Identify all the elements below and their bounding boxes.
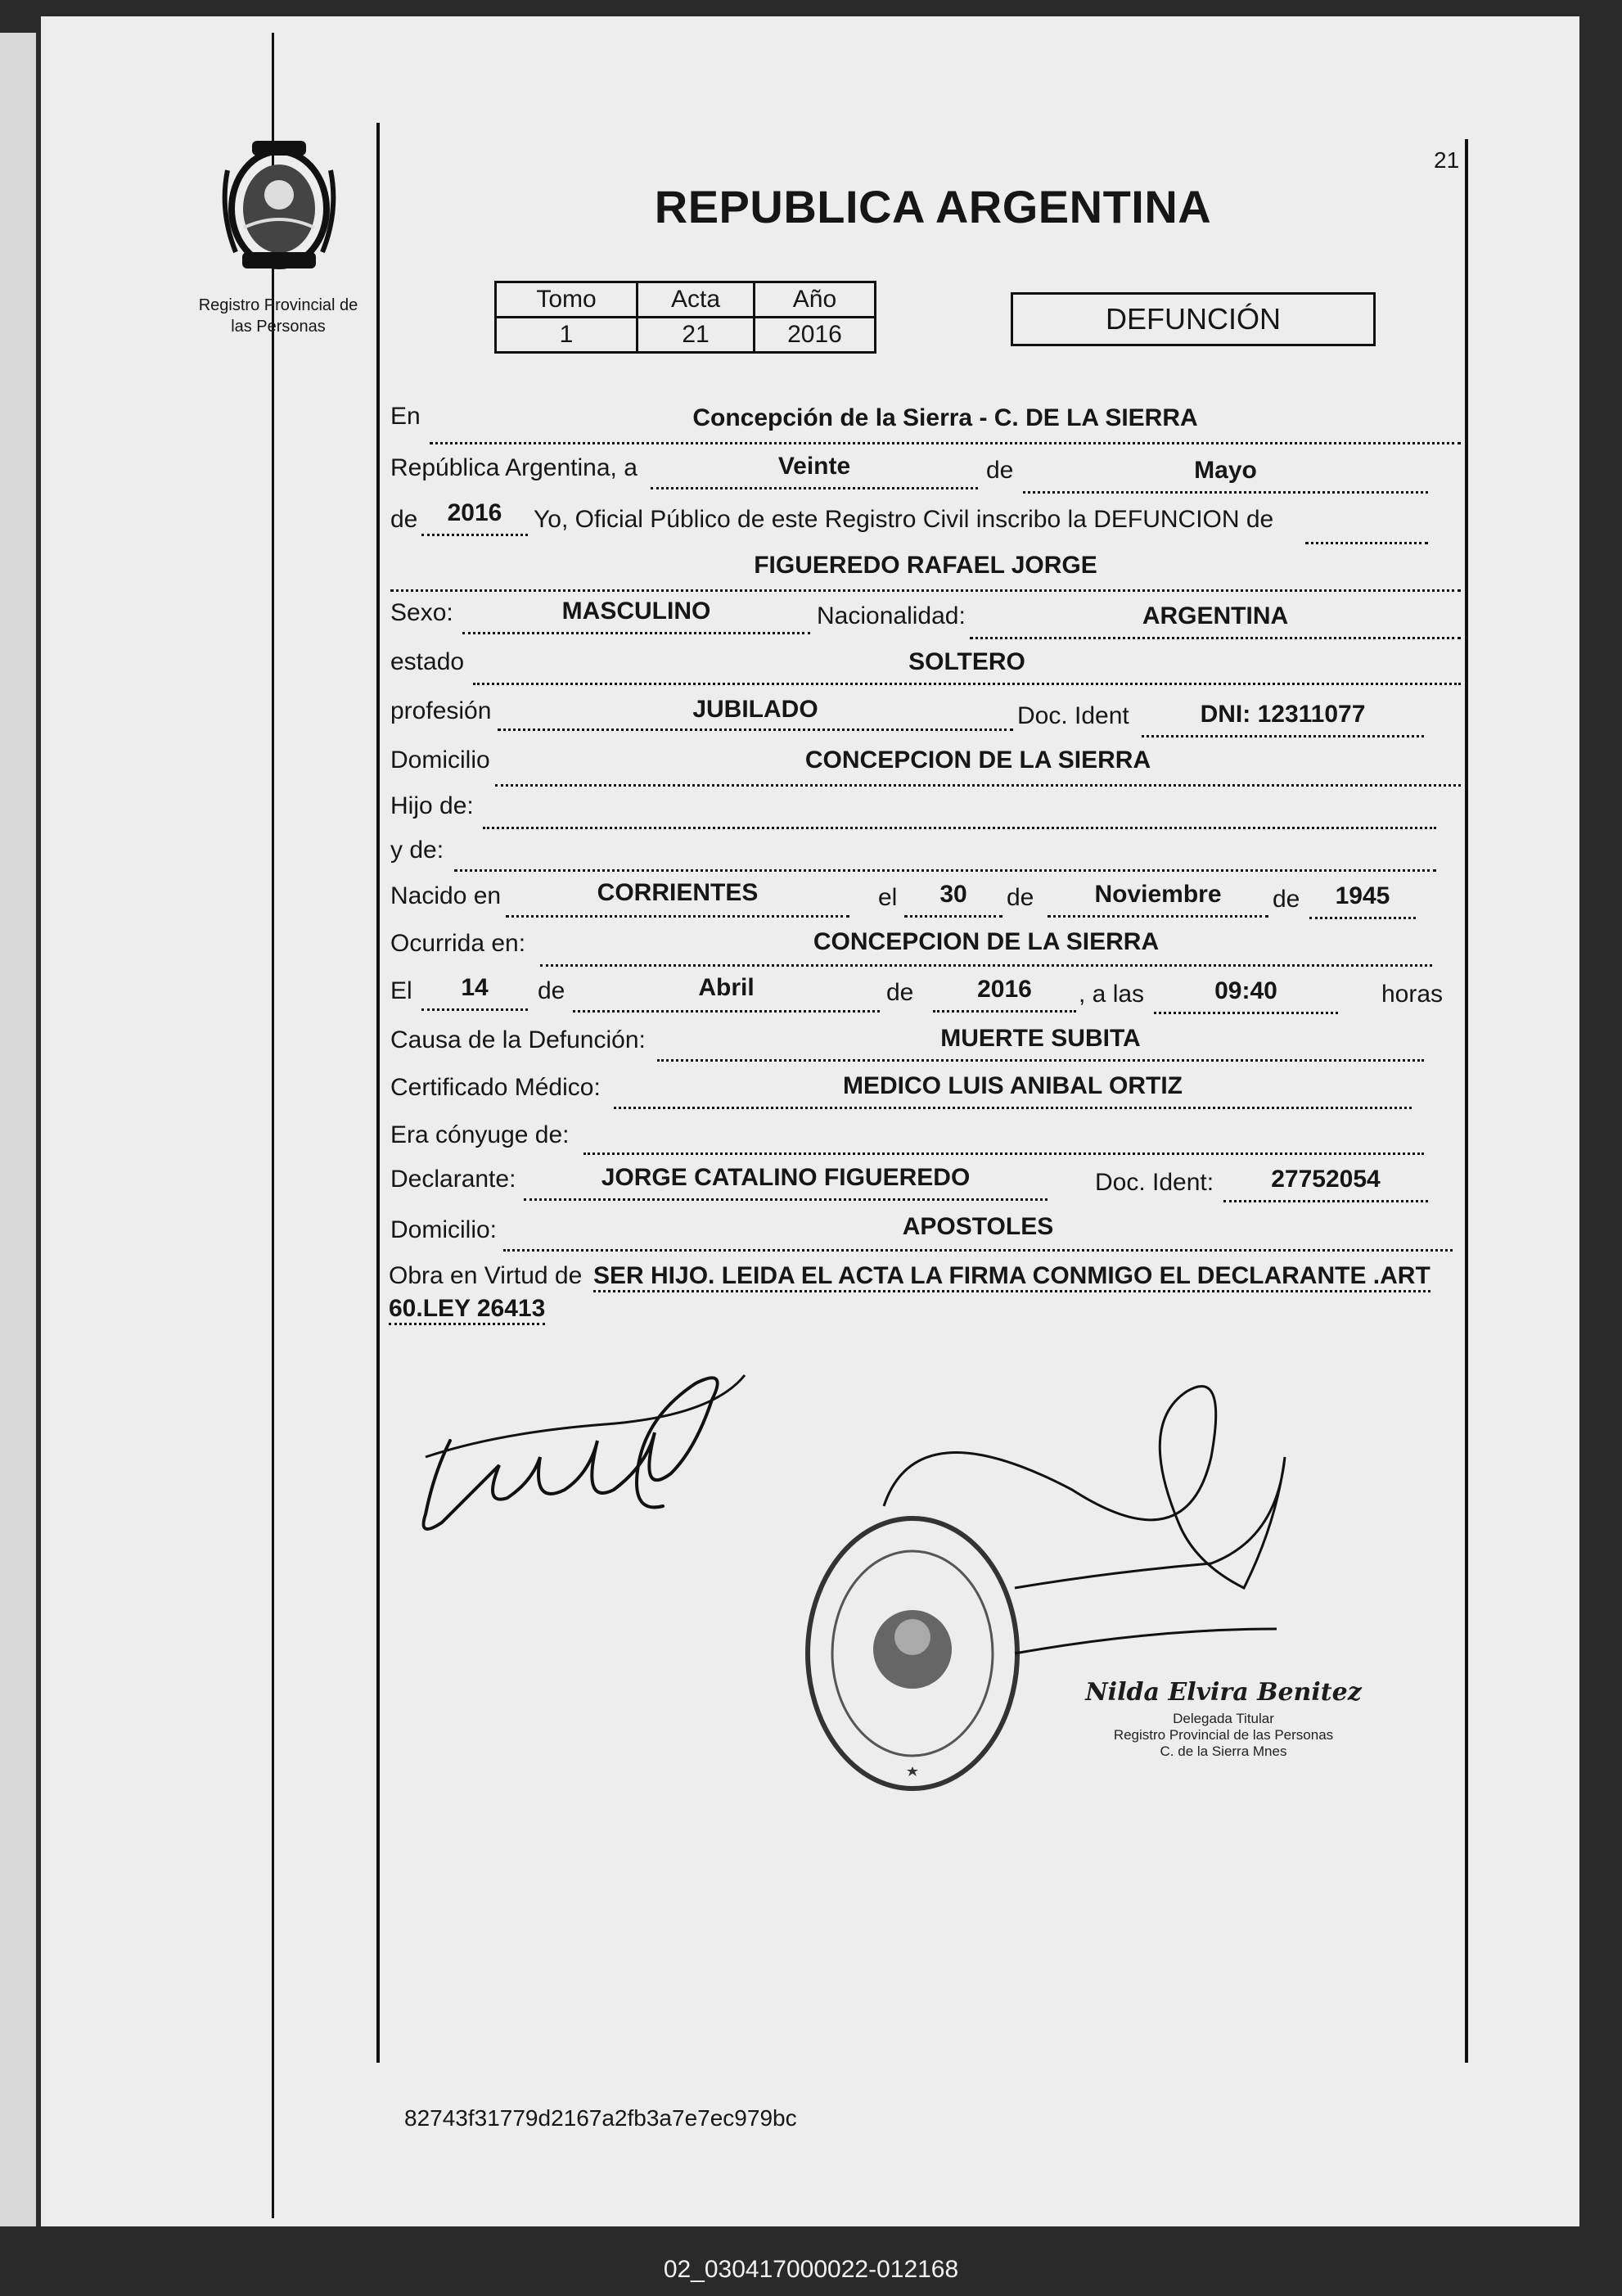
de-label-3: de bbox=[1007, 884, 1034, 911]
official-credentials bbox=[1068, 1711, 1379, 1760]
official-title: Delegada Titular bbox=[1173, 1711, 1274, 1726]
son-of-label: Hijo de: bbox=[390, 792, 474, 819]
year-value: 2016 bbox=[447, 499, 502, 526]
domicile-dots bbox=[495, 784, 1461, 787]
declarant-domicile-value: APOSTOLES bbox=[902, 1213, 1054, 1240]
death-month-dots bbox=[573, 1010, 880, 1013]
document-type-box: DEFUNCIÓN bbox=[1011, 292, 1376, 346]
page-number: 21 bbox=[1434, 147, 1460, 173]
cause-label: Causa de la Defunción: bbox=[390, 1026, 646, 1053]
official-office-line-1: Registro Provincial de las Personas bbox=[1113, 1727, 1334, 1743]
day-dots bbox=[651, 487, 978, 489]
civil-status-value: SOLTERO bbox=[908, 648, 1025, 675]
born-label: Nacido en bbox=[390, 882, 502, 909]
profession-value: JUBILADO bbox=[692, 696, 818, 723]
spouse-label: Era cónyuge de: bbox=[390, 1121, 570, 1148]
doc-value: DNI: 12311077 bbox=[1200, 701, 1366, 728]
scan-label: 02_030417000022-012168 bbox=[663, 2256, 959, 2283]
sex-dots bbox=[462, 632, 810, 634]
virtue-value-line-2: 60.LEY 26413 bbox=[389, 1295, 545, 1325]
place-label: En bbox=[390, 403, 421, 430]
declarant-domicile-dots bbox=[503, 1249, 1453, 1252]
declarant-signature bbox=[401, 1351, 753, 1555]
civil-status-label: estado bbox=[390, 648, 465, 675]
born-year-dots bbox=[1309, 917, 1416, 919]
official-dots bbox=[1305, 542, 1428, 544]
profession-dots bbox=[498, 728, 1013, 731]
time-value: 09:40 bbox=[1214, 977, 1277, 1004]
born-month-value: Noviembre bbox=[1094, 881, 1222, 908]
civil-status-dots bbox=[473, 683, 1461, 685]
son-of-dots bbox=[483, 827, 1436, 829]
virtue-label: Obra en Virtud de bbox=[389, 1262, 583, 1289]
registry-line-1: Registro Provincial de bbox=[198, 296, 358, 314]
hours-label: horas bbox=[1381, 981, 1444, 1008]
sex-label: Sexo: bbox=[390, 599, 453, 626]
declarant-domicile-label: Domicilio: bbox=[390, 1216, 498, 1243]
declarant-dots bbox=[524, 1198, 1048, 1201]
cause-dots bbox=[657, 1059, 1424, 1062]
table-header-ano: Año bbox=[755, 282, 876, 318]
table-cell-ano: 2016 bbox=[755, 318, 876, 353]
death-year-value: 2016 bbox=[977, 976, 1032, 1003]
born-year-value: 1945 bbox=[1335, 882, 1390, 909]
registry-name bbox=[180, 295, 376, 337]
de-label-2: de bbox=[390, 506, 418, 533]
born-place-value: CORRIENTES bbox=[597, 879, 759, 906]
occurred-label: Ocurrida en: bbox=[390, 930, 526, 957]
sex-value: MASCULINO bbox=[561, 598, 711, 625]
place-value: Concepción de la Sierra - C. DE LA SIERRA bbox=[692, 404, 1198, 431]
nationality-dots bbox=[970, 637, 1461, 639]
and-of-label: y de: bbox=[390, 837, 444, 864]
registry-line-2: las Personas bbox=[231, 318, 326, 336]
de-label-6: de bbox=[886, 979, 914, 1006]
table-cell-acta: 21 bbox=[638, 318, 755, 353]
nationality-value: ARGENTINA bbox=[1142, 602, 1289, 629]
provincial-seal-icon bbox=[211, 138, 347, 280]
declarant-doc-value: 27752054 bbox=[1271, 1166, 1381, 1193]
certificate-value: MEDICO LUIS ANIBAL ORTIZ bbox=[843, 1072, 1183, 1099]
page-title: REPUBLICA ARGENTINA bbox=[654, 181, 1212, 232]
time-dots bbox=[1154, 1012, 1338, 1014]
and-of-dots bbox=[454, 869, 1436, 872]
el-label: el bbox=[878, 884, 898, 911]
nationality-label: Nacionalidad: bbox=[817, 602, 966, 629]
profession-label: profesión bbox=[390, 697, 492, 724]
binding-margin-line bbox=[272, 33, 274, 2218]
declarant-label: Declarante: bbox=[390, 1166, 516, 1193]
right-frame-line bbox=[1465, 139, 1468, 2063]
month-value: Mayo bbox=[1194, 457, 1257, 484]
adjacent-page-edge bbox=[0, 33, 36, 2226]
day-value: Veinte bbox=[777, 453, 851, 480]
cause-value: MUERTE SUBITA bbox=[940, 1025, 1141, 1052]
virtue-value-line-1: SER HIJO. LEIDA EL ACTA LA FIRMA CONMIGO EL DECLARANTE .ART bbox=[593, 1262, 1431, 1292]
certificate-dots bbox=[614, 1107, 1412, 1109]
born-month-dots bbox=[1048, 915, 1268, 918]
doc-dots bbox=[1142, 735, 1424, 738]
occurred-dots bbox=[540, 964, 1432, 967]
left-frame-line bbox=[376, 123, 380, 2063]
time-label: , a las bbox=[1079, 981, 1145, 1008]
domicile-label: Domicilio bbox=[390, 747, 490, 774]
deceased-dots bbox=[390, 589, 1461, 592]
declarant-doc-label: Doc. Ident: bbox=[1095, 1169, 1214, 1196]
official-office-line-2: C. de la Sierra Mnes bbox=[1160, 1743, 1287, 1759]
year-dots bbox=[421, 534, 528, 536]
place-dots bbox=[430, 442, 1461, 444]
de-label-4: de bbox=[1273, 886, 1300, 913]
born-day-value: 30 bbox=[939, 881, 967, 908]
death-day-dots bbox=[421, 1008, 528, 1011]
certificate-label: Certificado Médico: bbox=[390, 1074, 601, 1101]
de-label-1: de bbox=[986, 457, 1014, 484]
table-header-tomo: Tomo bbox=[496, 282, 638, 318]
official-signature bbox=[867, 1359, 1301, 1686]
table-cell-tomo: 1 bbox=[496, 318, 638, 353]
republic-label: República Argentina, a bbox=[390, 454, 638, 481]
domicile-value: CONCEPCION DE LA SIERRA bbox=[804, 747, 1151, 774]
month-dots bbox=[1023, 491, 1428, 494]
de-label-5: de bbox=[538, 977, 565, 1004]
death-month-value: Abril bbox=[698, 974, 755, 1001]
declarant-doc-dots bbox=[1223, 1200, 1428, 1202]
death-year-dots bbox=[933, 1010, 1076, 1013]
born-day-dots bbox=[904, 915, 1002, 918]
record-table bbox=[494, 281, 876, 354]
occurred-value: CONCEPCION DE LA SIERRA bbox=[813, 928, 1160, 955]
document-hash: 82743f31779d2167a2fb3a7e7ec979bc bbox=[404, 2105, 797, 2131]
deceased-name: FIGUEREDO RAFAEL JORGE bbox=[754, 552, 1097, 579]
official-name: Nilda Elvira Benitez bbox=[1085, 1678, 1362, 1707]
spouse-dots bbox=[583, 1153, 1424, 1155]
death-day-value: 14 bbox=[461, 974, 489, 1001]
born-place-dots bbox=[506, 915, 849, 918]
declarant-value: JORGE CATALINO FIGUEREDO bbox=[601, 1164, 971, 1191]
doc-label: Doc. Ident bbox=[1017, 702, 1129, 729]
table-header-acta: Acta bbox=[638, 282, 755, 318]
official-statement: Yo, Oficial Público de este Registro Civil inscribo la DEFUNCION de bbox=[534, 506, 1274, 533]
el-label-2: El bbox=[390, 977, 412, 1004]
